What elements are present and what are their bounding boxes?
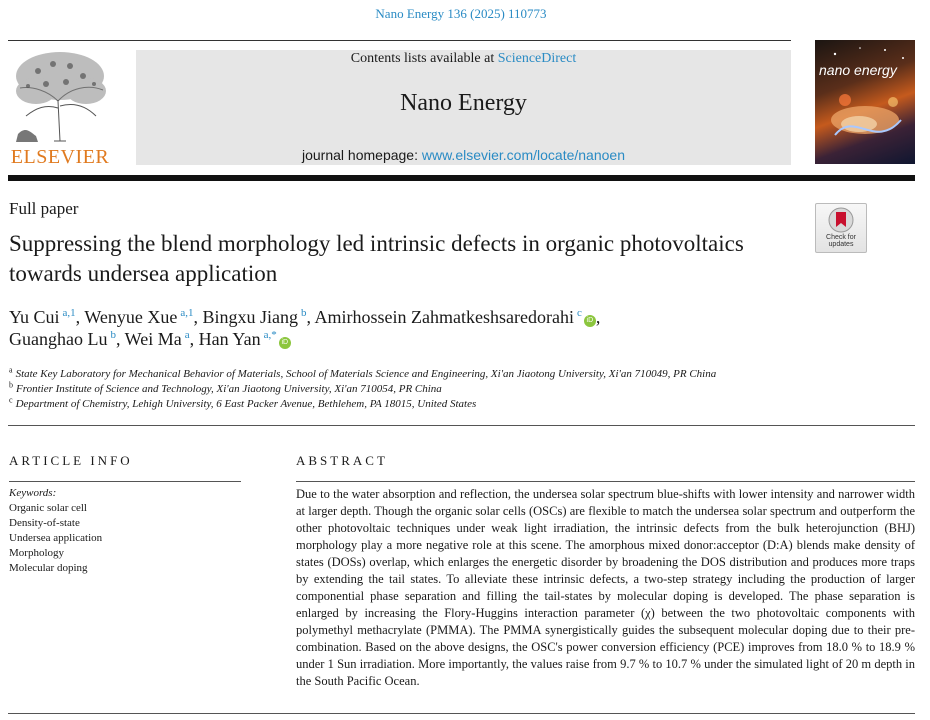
affiliation-item xyxy=(9,382,909,397)
abstract-rule xyxy=(296,481,915,482)
homepage-prefix: journal homepage: xyxy=(302,147,422,163)
author-name[interactable]: Bingxu Jiang xyxy=(202,307,299,327)
journal-title: Nano Energy xyxy=(400,90,527,116)
author-separator: , xyxy=(595,307,601,327)
masthead-bottom-bar xyxy=(8,175,915,181)
affiliation-text: Frontier Institute of Science and Technology, Xi'an Jiaotong University, Xi'an 710054, PR China xyxy=(16,383,442,395)
paper-title: Suppressing the blend morphology led intrinsic defects in organic photovoltaics towards undersea application xyxy=(9,231,744,286)
affiliation-text: Department of Chemistry, Lehigh University, 6 East Packer Avenue, Bethlehem, PA 18015, United States xyxy=(15,398,477,410)
keywords-label: Keywords: xyxy=(9,487,57,499)
affiliation-list xyxy=(9,367,909,412)
author-entry xyxy=(9,329,116,349)
journal-masthead xyxy=(136,50,791,165)
article-info-heading: ARTICLE INFO xyxy=(9,453,133,468)
author-separator: , xyxy=(75,307,85,327)
author-affiliation-marker[interactable]: b xyxy=(110,329,116,341)
contents-line xyxy=(136,51,791,67)
sciencedirect-link[interactable]: ScienceDirect xyxy=(497,51,577,66)
cover-title: nano energy xyxy=(819,62,897,78)
abstract-heading: ABSTRACT xyxy=(296,453,388,468)
abstract-text: Due to the water absorption and reflection, the undersea solar spectrum blue-shifts with lower intensity and narrower width at larger depth. Though the organic solar cells (OSCs) are flexible to match the undersea solar spectrum and outperform the other photovoltaic techniques under weak light irradiation, the intrinsic defects from the bulk heterojunction (BHJ) morphology play a more negative role at this scene. The amorphous mixed donor:acceptor (D:A) blends make density of states (DOSs) overlap, which enlarges the energetic disorder by broadening the DOS distribution and produces more traps by extending the tail states. To alleviate these intrinsic defects, a two-step strategy including the production of larger componential phase separation and filling the tail-states by molecular doping is developed. The phase separation is enlarged by increasing the Flory-Huggins interaction parameter (χ) between the two photovoltaic components with polymethyl methacrylate (PMMA). The PMMA synergistically guides the subsequent molecular doping due to their pre-combination. Based on the above designs, the OSC's power conversion efficiency (PCE) improves from 18.0 % to 18.9 % under 1 Sun irradiation. More importantly, the values raise from 9.7 % to 10.7 % under the simulated light of 20 m depth in the South Pacific Ocean. xyxy=(296,487,915,688)
author-name[interactable]: Yu Cui xyxy=(9,307,60,327)
keyword-item: Organic solar cell xyxy=(9,502,87,514)
author-affiliation-marker[interactable]: a,* xyxy=(263,329,277,341)
publisher-name: ELSEVIER xyxy=(10,146,110,168)
affiliation-key: a xyxy=(9,365,13,375)
author-affiliation-marker[interactable]: a xyxy=(184,329,190,341)
homepage-line xyxy=(136,147,791,163)
orcid-icon[interactable]: iD xyxy=(584,315,596,327)
author-name[interactable]: Wei Ma xyxy=(124,329,182,349)
affiliation-text: State Key Laboratory for Mechanical Behavior of Materials, School of Materials Science and Engineering, Xi'an Jiaotong University, Xi'an 710049, PR China xyxy=(15,368,717,380)
affiliation-item xyxy=(9,367,909,382)
author-affiliation-marker[interactable]: b xyxy=(301,307,307,319)
author-name[interactable]: Han Yan xyxy=(198,329,261,349)
author-entry xyxy=(84,307,193,327)
keyword-item: Density-of-state xyxy=(9,517,80,529)
check-for-updates-label: Check for updates xyxy=(826,234,856,248)
crossmark-icon xyxy=(816,205,866,235)
author-name[interactable]: Wenyue Xue xyxy=(84,307,178,327)
author-entry xyxy=(199,329,291,349)
header-divider xyxy=(8,40,791,41)
footer-divider xyxy=(8,713,915,714)
affiliation-key: b xyxy=(9,380,13,390)
section-divider xyxy=(8,425,915,426)
author-separator: , xyxy=(189,329,199,349)
journal-homepage-link[interactable]: www.elsevier.com/locate/nanoen xyxy=(421,147,625,163)
affiliation-item xyxy=(9,397,909,412)
affiliation-key: c xyxy=(9,395,13,405)
author-entry xyxy=(125,329,190,349)
keyword-item: Undersea application xyxy=(9,532,103,544)
keyword-item: Morphology xyxy=(9,547,64,559)
author-separator: , xyxy=(193,307,203,327)
author-entry xyxy=(315,307,596,327)
author-name[interactable]: Guanghao Lu xyxy=(9,329,108,349)
author-name[interactable]: Amirhossein Zahmatkeshsaredorahi xyxy=(314,307,574,327)
author-entry xyxy=(203,307,307,327)
journal-cover-image[interactable] xyxy=(815,40,915,164)
contents-prefix: Contents lists available at xyxy=(350,51,498,66)
author-separator: , xyxy=(306,307,315,327)
journal-reference-link[interactable]: Nano Energy 136 (2025) 110773 xyxy=(375,6,547,21)
keyword-list xyxy=(9,501,102,576)
author-separator: , xyxy=(115,329,125,349)
author-affiliation-marker[interactable]: a,1 xyxy=(180,307,194,319)
keyword-item: Molecular doping xyxy=(9,562,88,574)
article-info-rule xyxy=(9,481,241,482)
author-entry xyxy=(9,307,76,327)
article-type: Full paper xyxy=(9,199,79,218)
orcid-icon[interactable]: iD xyxy=(279,337,291,349)
author-affiliation-marker[interactable]: c xyxy=(576,307,582,319)
check-for-updates-button[interactable] xyxy=(815,203,867,253)
author-list xyxy=(9,306,789,350)
author-affiliation-marker[interactable]: a,1 xyxy=(62,307,76,319)
